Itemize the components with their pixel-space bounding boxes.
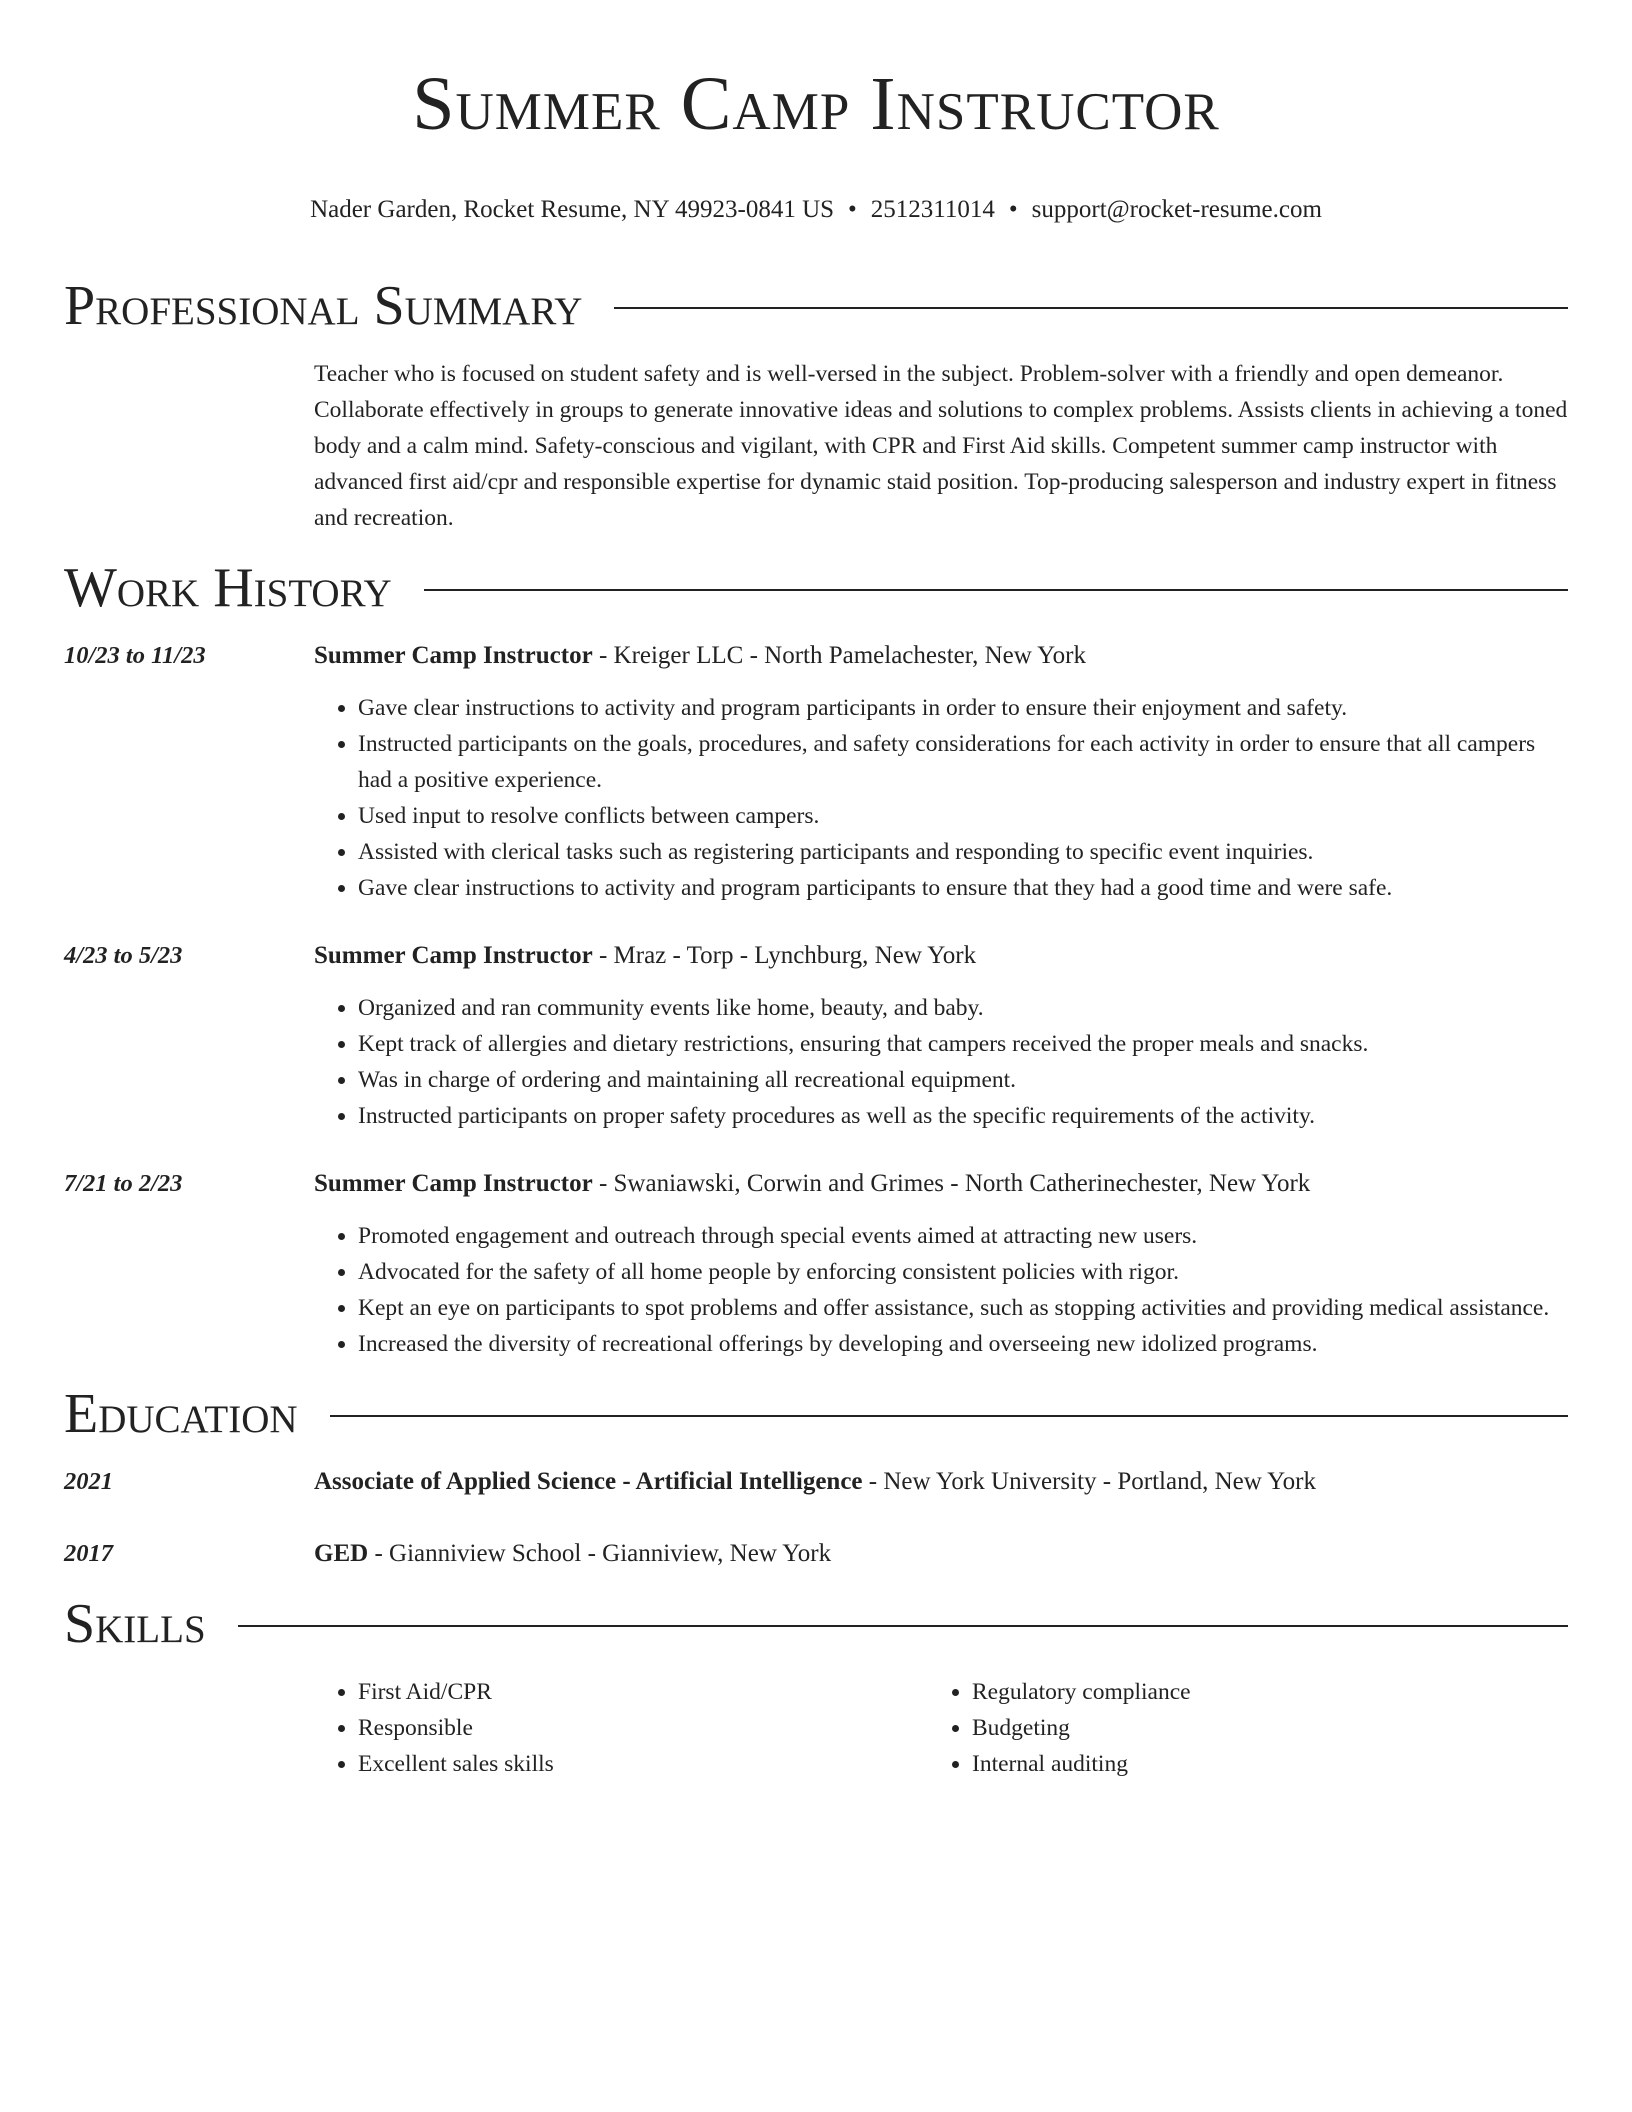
- job-title: Summer Camp Instructor: [314, 942, 593, 969]
- skill-item: • Budgeting: [972, 1710, 1542, 1746]
- job-content: [314, 1166, 1568, 1362]
- job-title: Summer Camp Instructor: [314, 642, 593, 669]
- education-details: - New York University - Portland, New York: [862, 1468, 1316, 1495]
- skills-column-right: [928, 1674, 1542, 1782]
- job-row: [64, 938, 1568, 1134]
- summary-text: Teacher who is focused on student safety and is well-versed in the subject. Problem-solver with a friendly and open demeanor. Collaborate effectively in groups to generate innovative ideas and solutions to complex problems. Assists clients in achieving a toned body and a calm mind. Safety-conscious and vigilant, with CPR and First Aid skills. Competent summer camp instructor with advanced first aid/cpr and responsible expertise for dynamic staid position. Top-producing salesperson and industry expert in fitness and recreation.: [314, 361, 1568, 531]
- skills-column-left: [314, 1674, 928, 1782]
- skill-item: • Internal auditing: [972, 1746, 1542, 1782]
- contact-address: Nader Garden, Rocket Resume, NY 49923-0841 US: [310, 196, 835, 223]
- education-section-header: [64, 1384, 1568, 1444]
- skill-item: • Responsible: [358, 1710, 928, 1746]
- list-item: • Increased the diversity of recreational offerings by developing and overseeing new idolized programs.: [358, 1326, 1568, 1362]
- skill-item: • Regulatory compliance: [972, 1674, 1542, 1710]
- job-content: [314, 638, 1568, 906]
- job-dates: 4/23 to 5/23: [64, 942, 183, 969]
- job-entry: [64, 638, 1568, 906]
- list-item: • Was in charge of ordering and maintaining all recreational equipment.: [358, 1062, 1568, 1098]
- job-content: [314, 938, 1568, 1134]
- work-section-header: [64, 558, 1568, 618]
- job-entry: [64, 938, 1568, 1134]
- section-divider: [614, 307, 1568, 309]
- list-item: • Promoted engagement and outreach through special events aimed at attracting new users.: [358, 1218, 1568, 1254]
- list-item: • Instructed participants on proper safety procedures as well as the specific requirements of the activity.: [358, 1098, 1568, 1134]
- job-entry: [64, 1166, 1568, 1362]
- job-title-line: [314, 638, 1568, 674]
- job-details: - Kreiger LLC - North Pamelachester, New York: [592, 642, 1086, 669]
- list-item: • Organized and ran community events like home, beauty, and baby.: [358, 990, 1568, 1026]
- section-divider: [238, 1625, 1568, 1627]
- contact-separator: •: [1008, 196, 1018, 223]
- resume-title: Summer Camp Instructor: [412, 62, 1220, 146]
- list-item: • Kept an eye on participants to spot problems and offer assistance, such as stopping activities and providing medical assistance.: [358, 1290, 1568, 1326]
- contact-email: support@rocket-resume.com: [1031, 196, 1322, 223]
- job-row: [64, 1166, 1568, 1362]
- work-heading: Work History: [64, 557, 392, 619]
- job-details: - Mraz - Torp - Lynchburg, New York: [592, 942, 977, 969]
- skills-section-header: [64, 1594, 1568, 1654]
- education-content: [314, 1536, 1568, 1572]
- job-bullets: [314, 690, 1568, 906]
- contact-line: [64, 194, 1568, 226]
- education-entry: [64, 1536, 1568, 1572]
- job-dates: 10/23 to 11/23: [64, 642, 206, 669]
- section-divider: [424, 589, 1568, 591]
- job-bullets: [314, 990, 1568, 1134]
- list-item: • Kept track of allergies and dietary restrictions, ensuring that campers received the proper meals and snacks.: [358, 1026, 1568, 1062]
- education-year: 2017: [64, 1540, 113, 1567]
- contact-separator: •: [848, 196, 857, 223]
- job-title-line: [314, 938, 1568, 974]
- job-title: Summer Camp Instructor: [314, 1170, 593, 1197]
- list-item: • Gave clear instructions to activity and program participants to ensure that they had a good time and were safe.: [358, 870, 1568, 906]
- education-degree: Associate of Applied Science - Artificial Intelligence: [314, 1468, 863, 1495]
- job-dates: 7/21 to 2/23: [64, 1170, 183, 1197]
- skill-item: • First Aid/CPR: [358, 1674, 928, 1710]
- job-bullets: [314, 1218, 1568, 1362]
- list-item: • Advocated for the safety of all home people by enforcing consistent policies with rigor.: [358, 1254, 1568, 1290]
- list-item: • Assisted with clerical tasks such as registering participants and responding to specific event inquiries.: [358, 834, 1568, 870]
- education-content: [314, 1464, 1568, 1500]
- education-entry: [64, 1464, 1568, 1500]
- section-divider: [330, 1415, 1568, 1417]
- contact-phone: 2512311014: [870, 196, 995, 223]
- skills-list: [314, 1674, 1568, 1782]
- skill-item: • Excellent sales skills: [358, 1746, 928, 1782]
- summary-heading: Professional Summary: [64, 275, 583, 337]
- job-details: - Swaniawski, Corwin and Grimes - North Catherinechester, New York: [592, 1170, 1311, 1197]
- skills-heading: Skills: [64, 1593, 206, 1655]
- list-item: • Instructed participants on the goals, procedures, and safety considerations for each activity in order to ensure that all campers had a positive experience.: [358, 726, 1568, 798]
- job-title-line: [314, 1166, 1568, 1202]
- list-item: • Gave clear instructions to activity and program participants in order to ensure their enjoyment and safety.: [358, 690, 1568, 726]
- summary-section-header: [64, 276, 1568, 336]
- list-item: • Used input to resolve conflicts between campers.: [358, 798, 1568, 834]
- education-heading: Education: [64, 1383, 298, 1445]
- job-row: [64, 638, 1568, 906]
- education-details: - Gianniview School - Gianniview, New York: [368, 1540, 832, 1567]
- education-year: 2021: [64, 1468, 113, 1495]
- education-degree: GED: [314, 1540, 369, 1567]
